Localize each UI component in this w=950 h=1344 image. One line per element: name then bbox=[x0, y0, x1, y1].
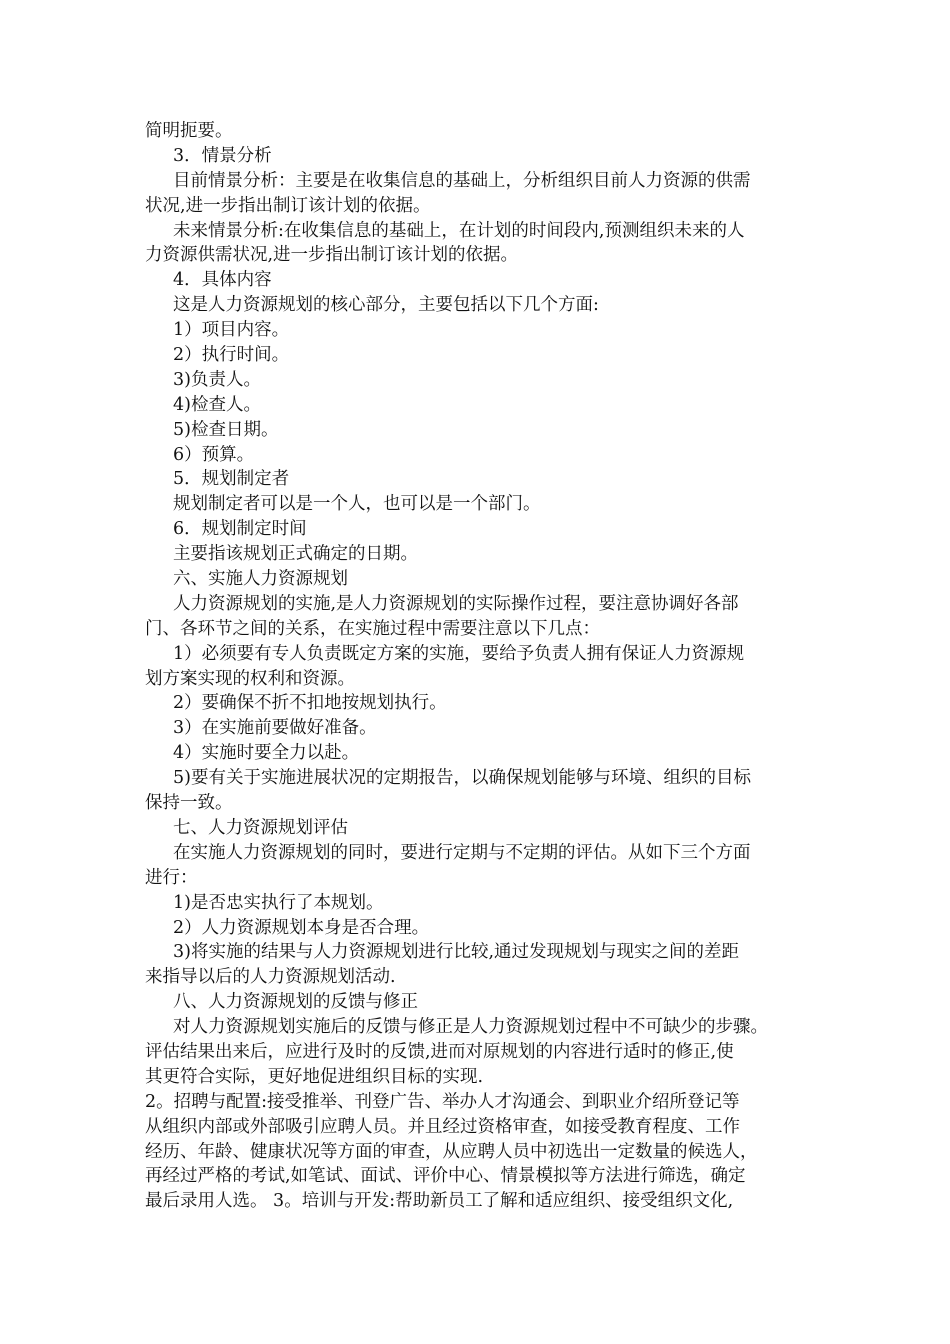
text-line: 六、实施人力资源规划 bbox=[173, 569, 348, 590]
text-line: 6）预算。 bbox=[173, 444, 255, 465]
text-line: 4．具体内容 bbox=[173, 270, 272, 291]
text-line: 七、人力资源规划评估 bbox=[173, 817, 348, 838]
text-line: 来指导以后的人力资源规划活动. bbox=[145, 967, 396, 988]
text-line: 人力资源规划的实施,是人力资源规划的实际操作过程，要注意协调好各部 bbox=[173, 593, 739, 614]
text-line: 1）项目内容。 bbox=[173, 320, 290, 341]
text-line: 保持一致。 bbox=[145, 793, 233, 814]
text-line: 八、人力资源规划的反馈与修正 bbox=[173, 992, 418, 1013]
text-line: 评估结果出来后，应进行及时的反馈,进而对原规划的内容进行适时的修正,使 bbox=[145, 1041, 734, 1062]
text-line: 2。招聘与配置:接受推举、刊登广告、举办人才沟通会、到职业介绍所登记等 bbox=[145, 1091, 740, 1112]
text-line: 3．情景分析 bbox=[173, 145, 272, 166]
text-line: 3)负责人。 bbox=[173, 369, 261, 390]
text-line: 4)检查人。 bbox=[173, 394, 261, 415]
text-line: 2）人力资源规划本身是否合理。 bbox=[173, 917, 430, 938]
text-line: 5)检查日期。 bbox=[173, 419, 279, 440]
text-line: 未来情景分析:在收集信息的基础上，在计划的时间段内,预测组织未来的人 bbox=[173, 220, 745, 241]
text-line: 经历、年龄、健康状况等方面的审查，从应聘人员中初选出一定数量的候选人， bbox=[145, 1141, 758, 1162]
text-line: 这是人力资源规划的核心部分，主要包括以下几个方面: bbox=[173, 295, 599, 316]
text-line: 状况,进一步指出制订该计划的依据。 bbox=[145, 195, 431, 216]
text-line: 5)要有关于实施进展状况的定期报告，以确保规划能够与环境、组织的目标 bbox=[173, 768, 751, 789]
text-line: 3)将实施的结果与人力资源规划进行比较,通过发现规划与现实之间的差距 bbox=[173, 942, 740, 963]
text-line: 规划制定者可以是一个人，也可以是一个部门。 bbox=[173, 494, 541, 515]
text-line: 力资源供需状况,进一步指出制订该计划的依据。 bbox=[145, 245, 519, 266]
text-line: 3）在实施前要做好准备。 bbox=[173, 718, 377, 739]
text-line: 目前情景分析：主要是在收集信息的基础上，分析组织目前人力资源的供需 bbox=[173, 170, 751, 191]
text-line: 划方案实现的权利和资源。 bbox=[145, 668, 355, 689]
text-line: 最后录用人选。 3。培训与开发:帮助新员工了解和适应组织、接受组织文化, bbox=[145, 1191, 734, 1212]
text-line: 1)是否忠实执行了本规划。 bbox=[173, 892, 384, 913]
document-body bbox=[145, 119, 815, 1214]
text-line: 主要指该规划正式确定的日期。 bbox=[173, 544, 418, 565]
text-line: 2）执行时间。 bbox=[173, 345, 290, 366]
text-line: 对人力资源规划实施后的反馈与修正是人力资源规划过程中不可缺少的步骤。 bbox=[173, 1017, 768, 1038]
text-line: 简明扼要。 bbox=[145, 121, 233, 141]
text-line: 从组织内部或外部吸引应聘人员。并且经过资格审查，如接受教育程度、工作 bbox=[145, 1116, 740, 1137]
text-line: 4）实施时要全力以赴。 bbox=[173, 743, 360, 764]
text-line: 其更符合实际，更好地促进组织目标的实现. bbox=[145, 1066, 484, 1087]
text-line: 门、各环节之间的关系，在实施过程中需要注意以下几点： bbox=[145, 618, 600, 639]
text-line: 1）必须要有专人负责既定方案的实施，要给予负责人拥有保证人力资源规 bbox=[173, 643, 745, 664]
text-line: 在实施人力资源规划的同时，要进行定期与不定期的评估。从如下三个方面 bbox=[173, 842, 751, 863]
text-line: 6．规划制定时间 bbox=[173, 519, 307, 540]
text-line: 2）要确保不折不扣地按规划执行。 bbox=[173, 693, 447, 714]
text-line: 再经过严格的考试,如笔试、面试、评价中心、情景模拟等方法进行筛选，确定 bbox=[145, 1166, 746, 1187]
text-line: 5．规划制定者 bbox=[173, 469, 290, 490]
text-line: 进行： bbox=[145, 867, 198, 888]
